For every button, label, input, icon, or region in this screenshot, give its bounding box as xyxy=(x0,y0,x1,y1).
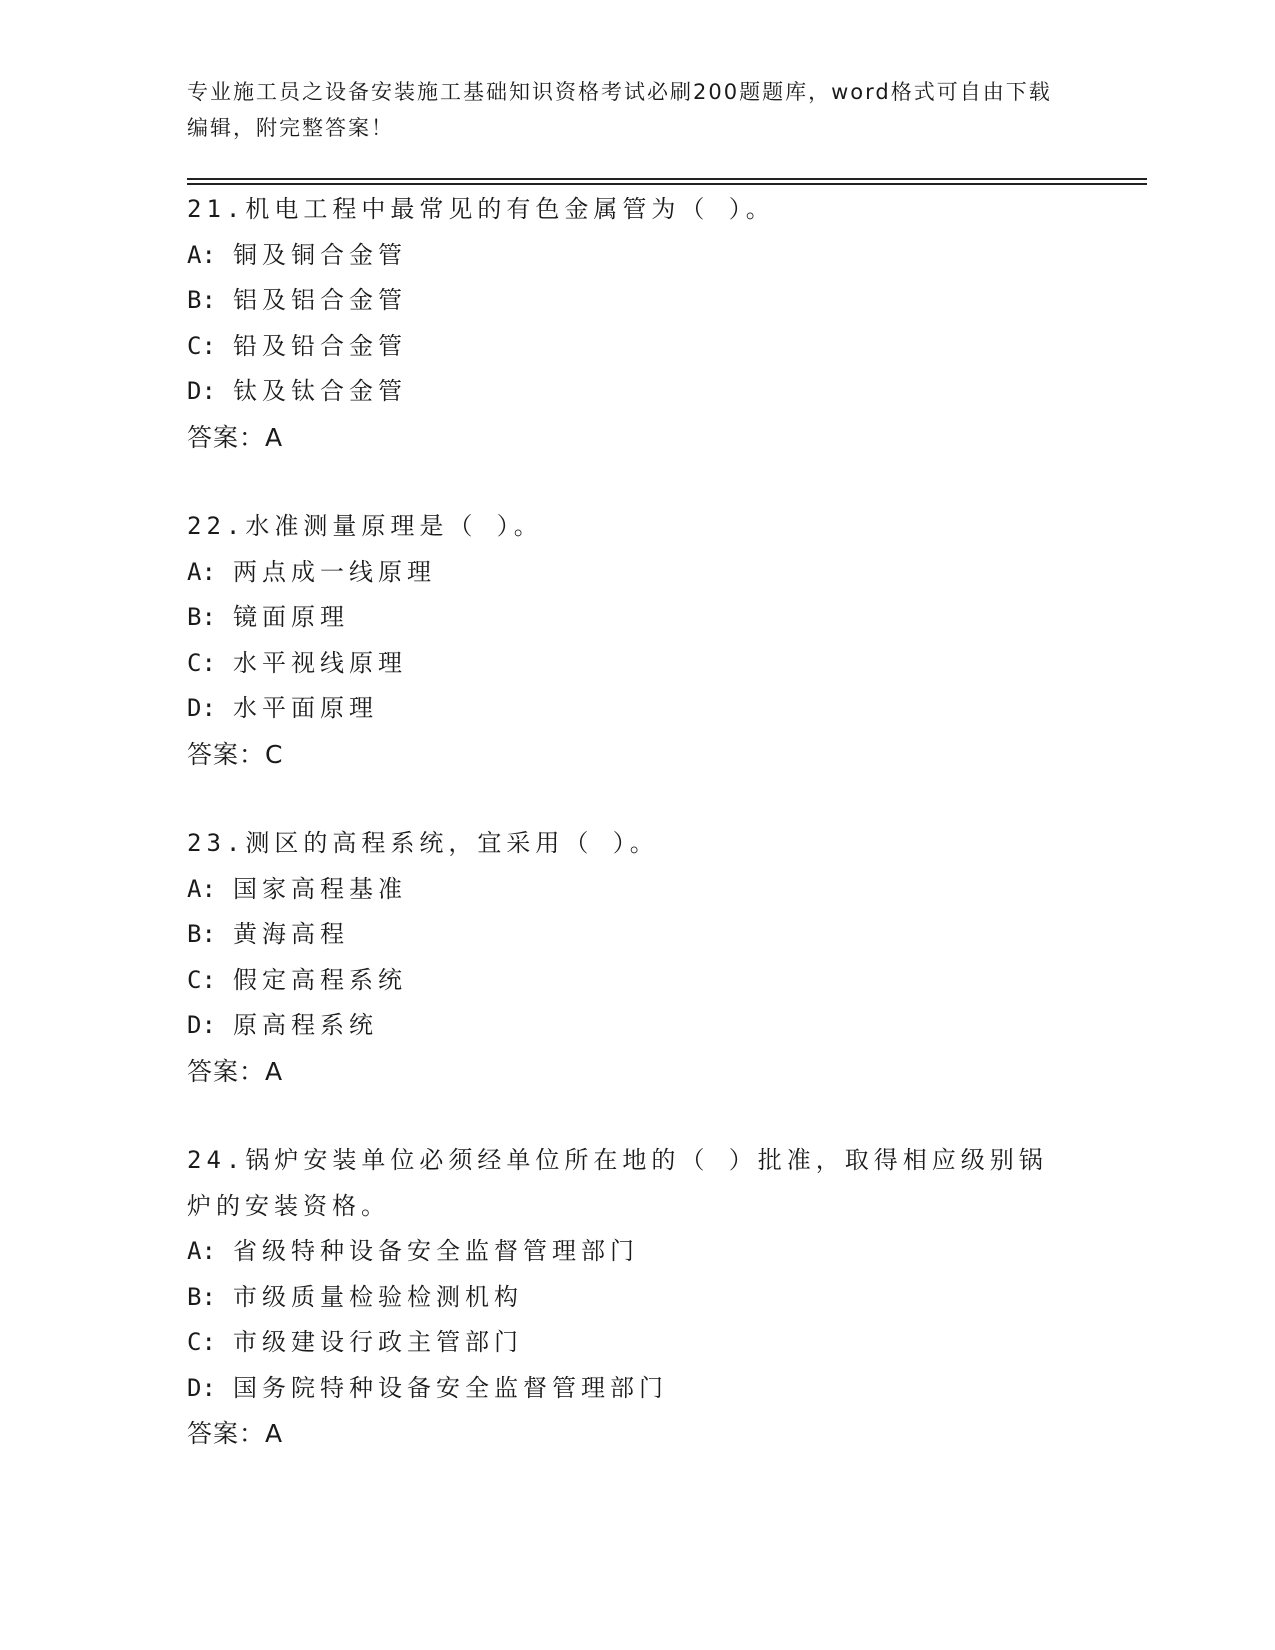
header-divider xyxy=(187,178,1147,180)
option-text: 铝及铝合金管 xyxy=(233,286,407,314)
question-block-24 xyxy=(187,1138,1087,1457)
option-letter: A: xyxy=(187,1237,216,1265)
option-c xyxy=(187,1320,1087,1366)
option-letter: B: xyxy=(187,286,216,314)
option-d xyxy=(187,686,1087,732)
option-d xyxy=(187,369,1087,415)
option-letter: A: xyxy=(187,874,216,903)
option-text: 两点成一线原理 xyxy=(233,557,436,586)
option-a xyxy=(187,550,1087,596)
option-letter: C: xyxy=(187,648,216,677)
option-letter: B: xyxy=(187,1282,216,1311)
option-b xyxy=(187,1275,1087,1321)
option-letter: D: xyxy=(187,694,216,722)
option-text: 水平面原理 xyxy=(233,694,378,722)
question-stem: 23.测区的高程系统，宜采用（ ）。 xyxy=(187,829,659,857)
option-letter: B: xyxy=(187,920,216,948)
option-text: 市级建设行政主管部门 xyxy=(233,1328,523,1356)
option-text: 铅及铅合金管 xyxy=(233,331,407,360)
option-text: 铜及铜合金管 xyxy=(233,240,407,269)
option-letter: B: xyxy=(187,603,216,631)
option-text: 国家高程基准 xyxy=(233,874,407,903)
option-text: 镜面原理 xyxy=(233,603,349,631)
option-letter: C: xyxy=(187,331,216,360)
option-letter: A: xyxy=(187,240,216,269)
document-header: 专业施工员之设备安装施工基础知识资格考试必刷200题题库，word格式可自由下载编辑，附完整答案！ xyxy=(187,80,1052,140)
option-letter: D: xyxy=(187,377,216,405)
question-stem: 21.机电工程中最常见的有色金属管为（ ）。 xyxy=(187,195,775,223)
option-c xyxy=(187,641,1087,687)
option-letter: A: xyxy=(187,557,216,586)
option-c xyxy=(187,958,1087,1004)
option-text: 国务院特种设备安全监督管理部门 xyxy=(233,1373,668,1402)
header-divider-second xyxy=(187,183,1147,185)
answer-line: 答案：A xyxy=(187,422,284,452)
option-b xyxy=(187,595,1087,641)
option-b xyxy=(187,278,1087,324)
option-d xyxy=(187,1003,1087,1049)
option-letter: D: xyxy=(187,1011,216,1039)
question-stem: 22.水准测量原理是（ ）。 xyxy=(187,512,543,540)
option-text: 假定高程系统 xyxy=(233,965,407,994)
answer-line: 答案：A xyxy=(187,1056,284,1086)
answer-line: 答案：C xyxy=(187,739,284,769)
option-a xyxy=(187,233,1087,279)
option-b xyxy=(187,912,1087,958)
option-text: 省级特种设备安全监督管理部门 xyxy=(233,1237,639,1265)
option-letter: C: xyxy=(187,1328,216,1356)
option-text: 市级质量检验检测机构 xyxy=(233,1282,523,1311)
question-block-23 xyxy=(187,821,1087,1094)
option-c xyxy=(187,324,1087,370)
option-a xyxy=(187,867,1087,913)
option-text: 水平视线原理 xyxy=(233,648,407,677)
option-letter: C: xyxy=(187,965,216,994)
option-text: 黄海高程 xyxy=(233,920,349,948)
option-letter: D: xyxy=(187,1373,216,1402)
answer-line: 答案：A xyxy=(187,1419,284,1448)
option-d xyxy=(187,1366,1087,1412)
option-text: 原高程系统 xyxy=(233,1011,378,1039)
question-stem: 24.锅炉安装单位必须经单位所在地的（ ）批准，取得相应级别锅炉的安装资格。 xyxy=(187,1146,1048,1220)
option-a xyxy=(187,1229,1087,1275)
option-text: 钛及钛合金管 xyxy=(233,377,407,405)
question-block-22 xyxy=(187,504,1087,777)
question-block-21 xyxy=(187,187,1087,460)
